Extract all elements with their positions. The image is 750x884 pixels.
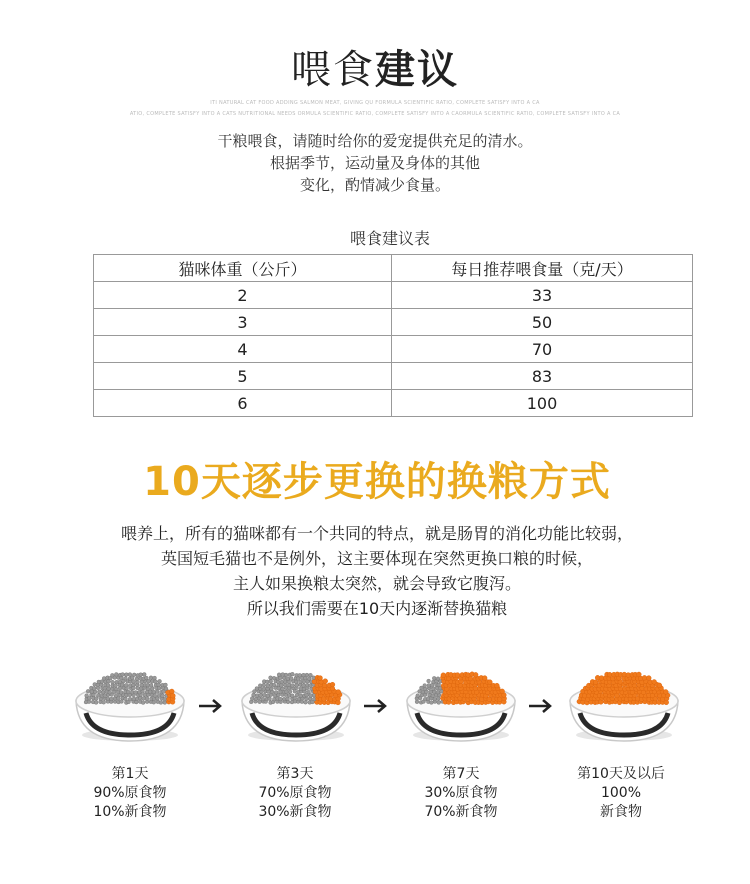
amount-cell: 50 <box>392 309 693 336</box>
fine-print-line-2: ATIO, COMPLETE SATISFY INTO A CATS NUTRITIONAL NEEDS ORMULA SCIENTIFIC RATIO, COMPLETE SATISFY INTO A CAORMULA SCIENTIFIC RATIO, COMPLETE SATISFY INTO A CA <box>129 111 621 117</box>
food-bowl-icon <box>403 655 519 745</box>
intro-text <box>0 130 750 196</box>
amount-cell: 83 <box>392 363 693 390</box>
column-header-weight: 猫咪体重（公斤） <box>94 255 392 282</box>
step-old-food: 30%原食物 <box>424 785 498 801</box>
step-label <box>391 765 531 822</box>
amount-cell: 70 <box>392 336 693 363</box>
table-row <box>94 390 693 417</box>
paragraph-line: 喂养上，所有的猫咪都有一个共同的特点，就是肠胃的消化功能比较弱， <box>120 524 633 543</box>
step-label <box>551 765 691 822</box>
intro-line: 干粮喂食，请随时给你的爱宠提供充足的清水。 <box>217 132 533 150</box>
amount-cell: 33 <box>392 282 693 309</box>
page-title <box>0 38 750 95</box>
weight-cell: 2 <box>94 282 392 309</box>
table-row <box>94 282 693 309</box>
step-new-food: 70%新食物 <box>424 804 498 820</box>
weight-cell: 6 <box>94 390 392 417</box>
step-day: 第3天 <box>276 766 314 782</box>
right-arrow-icon <box>364 699 388 713</box>
step-new-food: 新食物 <box>600 804 642 820</box>
table-row <box>94 309 693 336</box>
intro-line: 根据季节，运动量及身体的其他 <box>269 154 480 172</box>
column-header-amount: 每日推荐喂食量（克/天） <box>392 255 693 282</box>
paragraph-line: 英国短毛猫也不是例外，这主要体现在突然更换口粮的时候， <box>160 549 593 568</box>
food-bowl-icon <box>238 655 354 745</box>
table-caption: 喂食建议表 <box>349 229 430 248</box>
step-old-food: 90%原食物 <box>93 785 167 801</box>
paragraph-line: 所以我们需要在10天内逐渐替换猫粮 <box>246 599 508 618</box>
transition-headline: 10天逐步更换的换粮方式 <box>143 459 611 505</box>
step-day: 第7天 <box>442 766 480 782</box>
food-bowl-icon <box>566 655 682 745</box>
step-day: 第1天 <box>111 766 149 782</box>
title-light: 喂食 <box>291 47 375 93</box>
amount-cell: 100 <box>392 390 693 417</box>
feeding-table <box>93 254 693 417</box>
step-label <box>225 765 365 822</box>
intro-line: 变化，酌情减少食量。 <box>299 176 450 194</box>
weight-cell: 3 <box>94 309 392 336</box>
right-arrow-icon <box>529 699 553 713</box>
table-header-row <box>94 255 693 282</box>
paragraph-line: 主人如果换粮太突然，就会导致它腹泻。 <box>232 574 521 593</box>
fine-print-line-1: ITI NATURAL CAT FOOD ADDING SALMON MEAT, GIVING QU FORMULA SCIENTIFIC RATIO, COMPLETE SATISFY INTO A CA <box>210 100 540 106</box>
step-new-food: 30%新食物 <box>258 804 332 820</box>
step-day: 第10天及以后 <box>577 766 665 782</box>
step-label <box>60 765 200 822</box>
right-arrow-icon <box>199 699 223 713</box>
weight-cell: 4 <box>94 336 392 363</box>
transition-paragraph <box>0 521 750 621</box>
table-row <box>94 363 693 390</box>
step-old-food: 70%原食物 <box>258 785 332 801</box>
food-bowl-icon <box>72 655 188 745</box>
step-new-food: 10%新食物 <box>93 804 167 820</box>
table-row <box>94 336 693 363</box>
weight-cell: 5 <box>94 363 392 390</box>
title-bold: 建议 <box>375 47 459 93</box>
step-old-food: 100% <box>600 785 642 801</box>
